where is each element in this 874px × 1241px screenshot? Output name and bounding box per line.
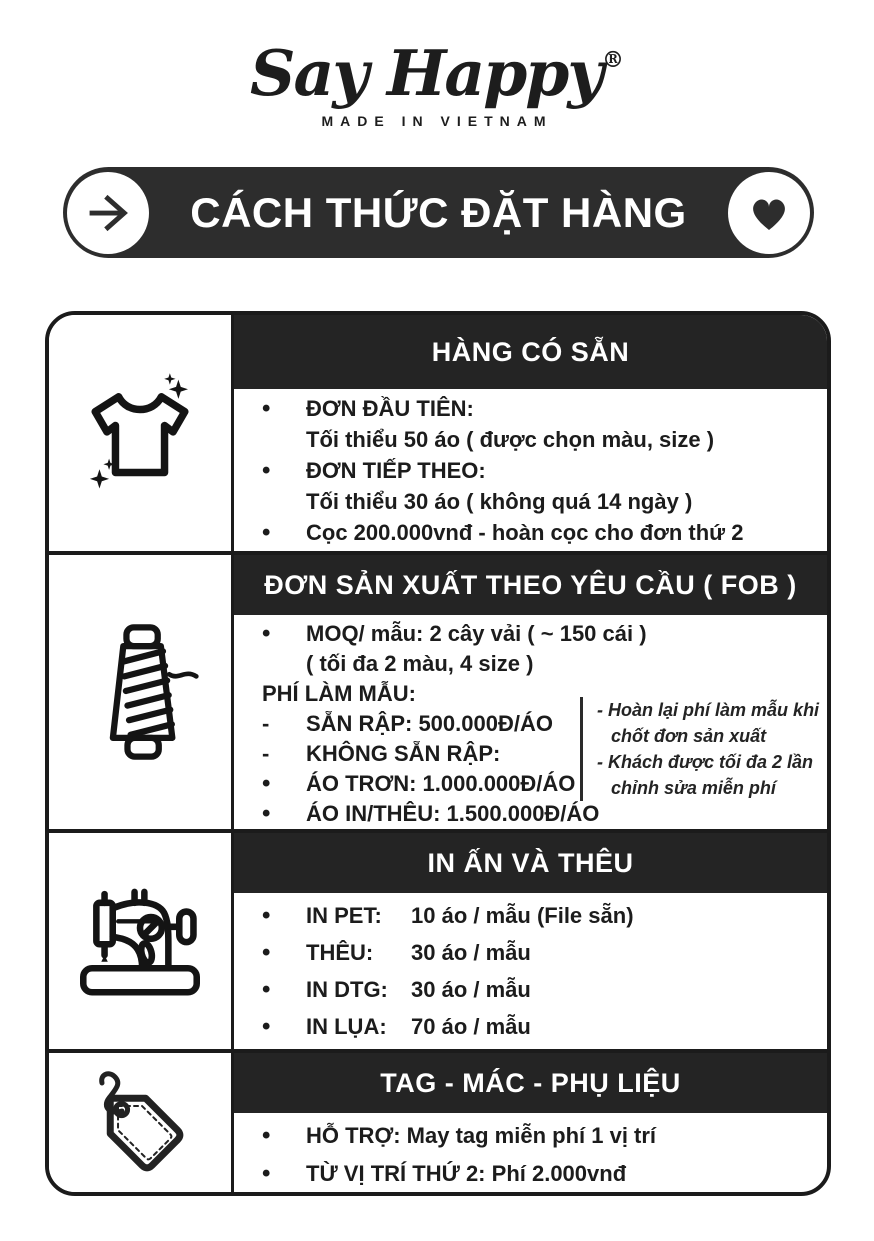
tag-value: May tag miễn phí 1 vị trí (406, 1123, 657, 1148)
method-value: 30 áo / mẫu (411, 977, 531, 1002)
section-title-printing: IN ẤN VÀ THÊU (234, 833, 827, 893)
order-info-table (45, 311, 831, 1196)
note-text: Hoàn lại phí làm mẫu khi chốt đơn sản xuất (608, 700, 820, 746)
method-label: THÊU: (306, 940, 374, 965)
bullet: • (262, 519, 271, 546)
tag-icon-cell (49, 1053, 234, 1192)
arrow-right-icon (82, 187, 134, 239)
price-line: SẴN RẬP: 500.000Đ/ÁO (306, 711, 553, 736)
sewing-machine-icon (74, 881, 206, 1001)
sample-fee-subheading: PHÍ LÀM MẪU: (262, 681, 416, 706)
dash: - (597, 700, 603, 720)
brand-name-text: Say Happy (250, 36, 602, 110)
brand-logo (0, 36, 874, 129)
price-line: KHÔNG SẴN RẬP: (306, 741, 501, 766)
section-content-printing (234, 893, 827, 1049)
price-line: ÁO TRƠN: 1.000.000Đ/ÁO (306, 771, 576, 796)
bullet: • (262, 395, 271, 422)
note-line (597, 697, 828, 749)
thread-cone-icon (77, 619, 203, 765)
text-line: ĐƠN ĐẦU TIÊN: (306, 396, 474, 421)
text-line: ( tối đa 2 màu, 4 size ) (306, 651, 534, 676)
price-line: ÁO IN/THÊU: 1.500.000Đ/ÁO (306, 801, 600, 826)
note-text: Khách được tối đa 2 lần chỉnh sửa miễn phí (608, 752, 813, 798)
bullet: • (262, 1122, 271, 1149)
bullet: • (262, 800, 271, 827)
note-line (597, 749, 828, 801)
bullet: • (262, 1013, 271, 1040)
printing-icon-cell (49, 833, 234, 1049)
dash: - (262, 711, 270, 736)
tag-value: Phí 2.000vnđ (491, 1161, 627, 1186)
section-title-fob: ĐƠN SẢN XUẤT THEO YÊU CẦU ( FOB ) (234, 555, 827, 615)
tshirt-sparkles-icon (76, 369, 204, 497)
bullet: • (262, 902, 271, 929)
price-tag-icon (80, 1063, 200, 1183)
dash: - (597, 752, 603, 772)
tag-line (306, 1155, 626, 1193)
page-title: CÁCH THỨC ĐẶT HÀNG (190, 188, 687, 236)
title-banner (63, 167, 814, 258)
section-fob (49, 551, 827, 829)
tag-label: HỖ TRỢ: (306, 1123, 401, 1148)
brand-name (0, 36, 874, 110)
sample-fee-note (580, 697, 828, 801)
brand-tagline: MADE IN VIETNAM (321, 113, 553, 129)
text-line: MOQ/ mẫu: 2 cây vải ( ~ 150 cái ) (306, 621, 647, 646)
section-title-tag: TAG - MÁC - PHỤ LIỆU (234, 1053, 827, 1113)
heart-badge (728, 172, 810, 254)
in-stock-icon-cell (49, 315, 234, 551)
fob-icon-cell (49, 555, 234, 829)
section-tag (49, 1049, 827, 1192)
section-content-tag (234, 1113, 827, 1196)
text-line: Tối thiểu 30 áo ( không quá 14 ngày ) (306, 489, 693, 514)
bullet: • (262, 1160, 271, 1187)
registered-mark: ® (601, 47, 624, 73)
method-label: IN LỤA: (306, 1014, 387, 1039)
text-line: Tối thiểu 50 áo ( được chọn màu, size ) (306, 427, 715, 452)
tag-line (306, 1117, 656, 1155)
heart-icon (745, 189, 793, 237)
bullet: • (262, 976, 271, 1003)
method-value: 70 áo / mẫu (411, 1014, 531, 1039)
method-label: IN DTG: (306, 977, 388, 1002)
method-label: IN PET: (306, 903, 382, 928)
dash: - (262, 741, 270, 766)
section-in-stock (49, 315, 827, 551)
bullet: • (262, 620, 271, 647)
section-content-in-stock (234, 389, 827, 552)
text-line: ĐƠN TIẾP THEO: (306, 458, 486, 483)
section-title-in-stock: HÀNG CÓ SẴN (234, 315, 827, 389)
arrow-badge (67, 172, 149, 254)
tag-label: TỪ VỊ TRÍ THỨ 2: (306, 1161, 486, 1186)
section-printing (49, 829, 827, 1049)
section-content-fob (234, 615, 827, 833)
text-line: Cọc 200.000vnđ - hoàn cọc cho đơn thứ 2 (306, 520, 744, 545)
bullet: • (262, 939, 271, 966)
bullet: • (262, 457, 271, 484)
method-value: 30 áo / mẫu (411, 940, 531, 965)
method-value: 10 áo / mẫu (File sẵn) (411, 903, 634, 928)
bullet: • (262, 770, 271, 797)
